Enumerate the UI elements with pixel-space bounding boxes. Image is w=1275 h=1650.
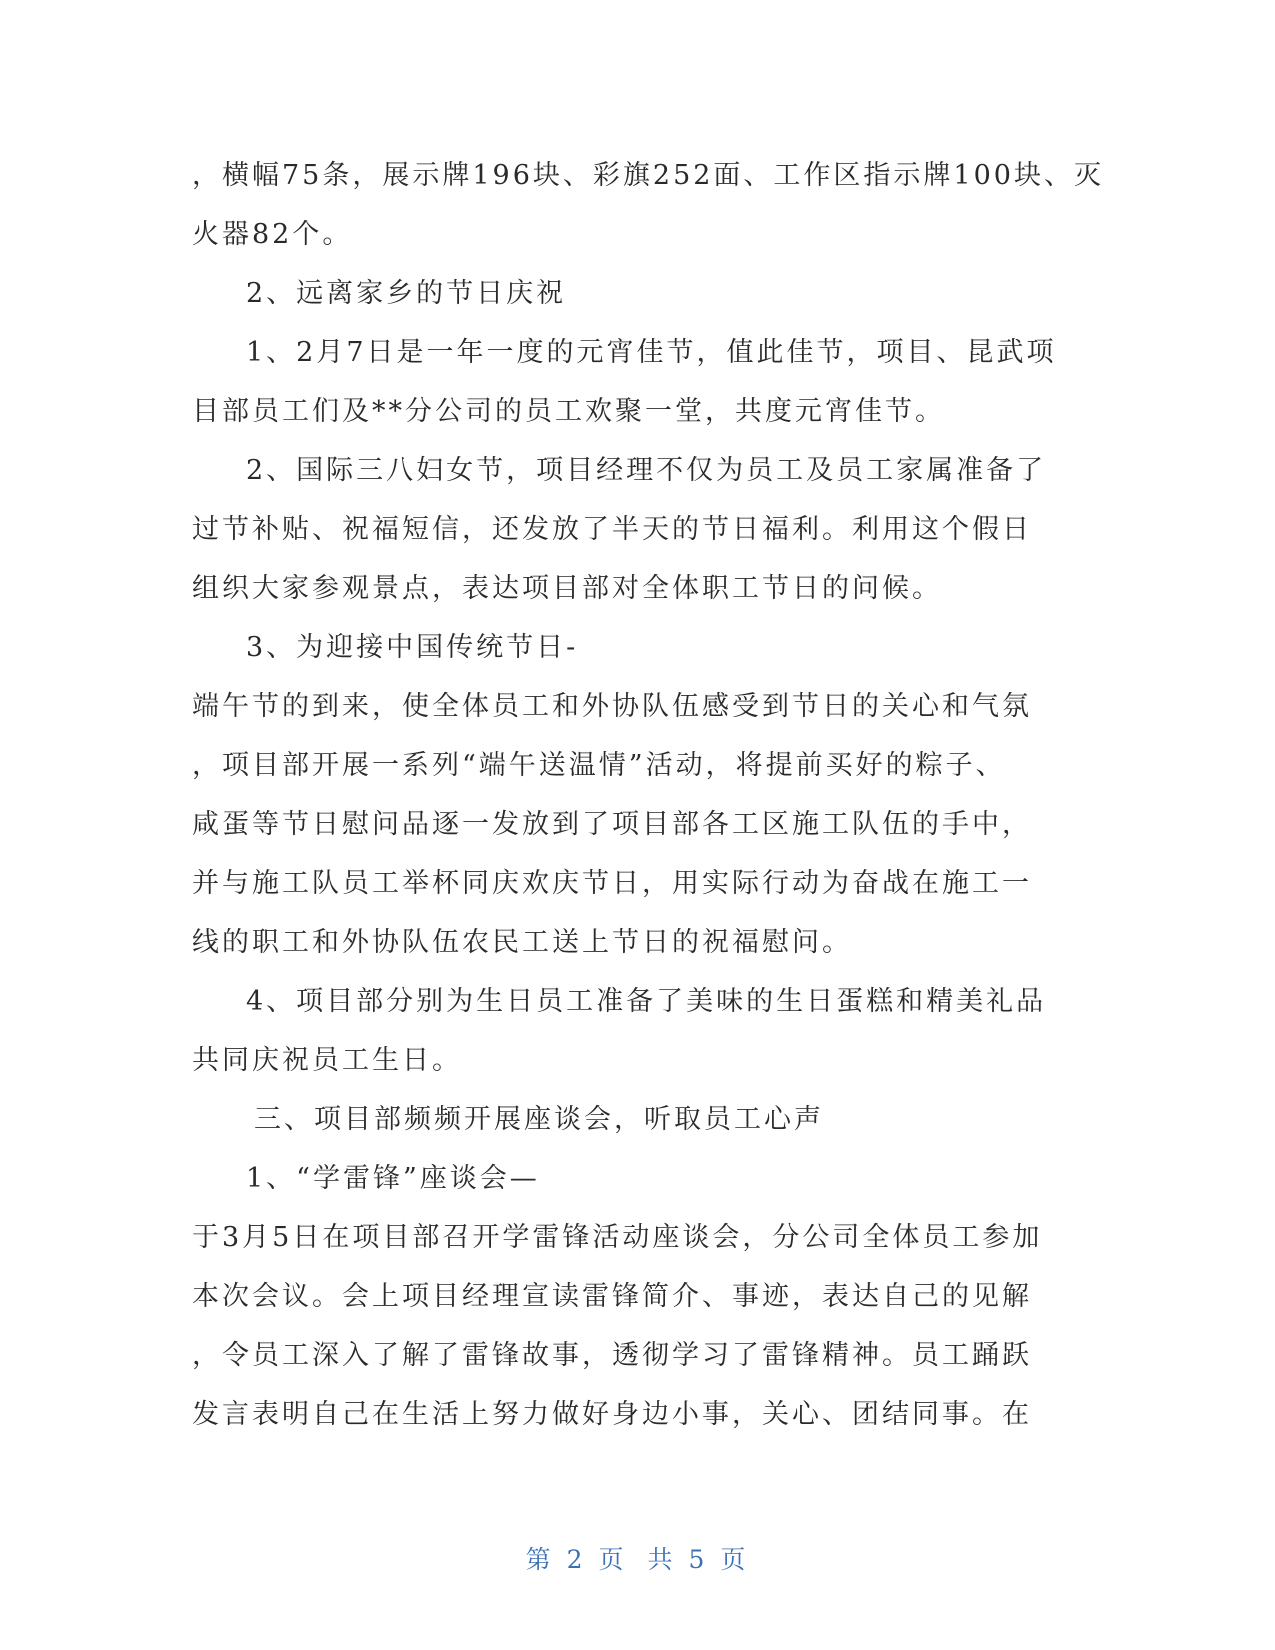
footer-prefix: 第	[525, 1545, 555, 1574]
footer-total-pages: 5	[688, 1545, 709, 1574]
section-heading: 2、远离家乡的节日庆祝	[246, 278, 567, 309]
text-line: 于3月5日在项目部召开学雷锋活动座谈会，分公司全体员工参加	[192, 1222, 1043, 1253]
text-line: 目部员工们及**分公司的员工欢聚一堂，共度元宵佳节。	[192, 396, 945, 427]
text-line: ，令员工深入了解了雷锋故事，透彻学习了雷锋精神。员工踊跃	[192, 1340, 1032, 1371]
text-line: 2、国际三八妇女节，项目经理不仅为员工及员工家属准备了	[246, 455, 1047, 486]
text-line: 3、为迎接中国传统节日-	[246, 632, 579, 663]
text-line: ，横幅75条，展示牌196块、彩旗252面、工作区指示牌100块、灭	[192, 160, 1104, 191]
text-line: 本次会议。会上项目经理宣读雷锋简介、事迹，表达自己的见解	[192, 1281, 1032, 1312]
text-line: 线的职工和外协队伍农民工送上节日的祝福慰问。	[192, 927, 852, 958]
section-heading: 三、项目部频频开展座谈会，听取员工心声	[254, 1104, 824, 1135]
text-line: 1、“学雷锋”座谈会—	[246, 1163, 540, 1194]
text-line: 火器82个。	[192, 219, 353, 250]
text-line: 1、2月7日是一年一度的元宵佳节，值此佳节，项目、昆武项	[246, 337, 1057, 368]
text-line: ，项目部开展一系列“端午送温情”活动，将提前买好的粽子、	[192, 750, 1006, 781]
text-line: 发言表明自己在生活上努力做好身边小事，关心、团结同事。在	[192, 1399, 1032, 1430]
text-line: 组织大家参观景点，表达项目部对全体职工节日的问候。	[192, 573, 942, 604]
text-line: 4、项目部分别为生日员工准备了美味的生日蛋糕和精美礼品	[246, 986, 1047, 1017]
page-footer	[0, 1540, 1275, 1576]
text-line: 过节补贴、祝福短信，还发放了半天的节日福利。利用这个假日	[192, 514, 1032, 545]
footer-current-page: 2	[566, 1545, 587, 1574]
text-line: 咸蛋等节日慰问品逐一发放到了项目部各工区施工队伍的手中，	[192, 809, 1032, 840]
text-line: 共同庆祝员工生日。	[192, 1045, 462, 1076]
footer-suffix: 页	[720, 1545, 750, 1574]
text-line: 端午节的到来，使全体员工和外协队伍感受到节日的关心和气氛	[192, 691, 1032, 722]
text-line: 并与施工队员工举杯同庆欢庆节日，用实际行动为奋战在施工一	[192, 868, 1032, 899]
footer-middle: 页 共	[598, 1545, 677, 1574]
document-body	[192, 146, 1104, 1444]
